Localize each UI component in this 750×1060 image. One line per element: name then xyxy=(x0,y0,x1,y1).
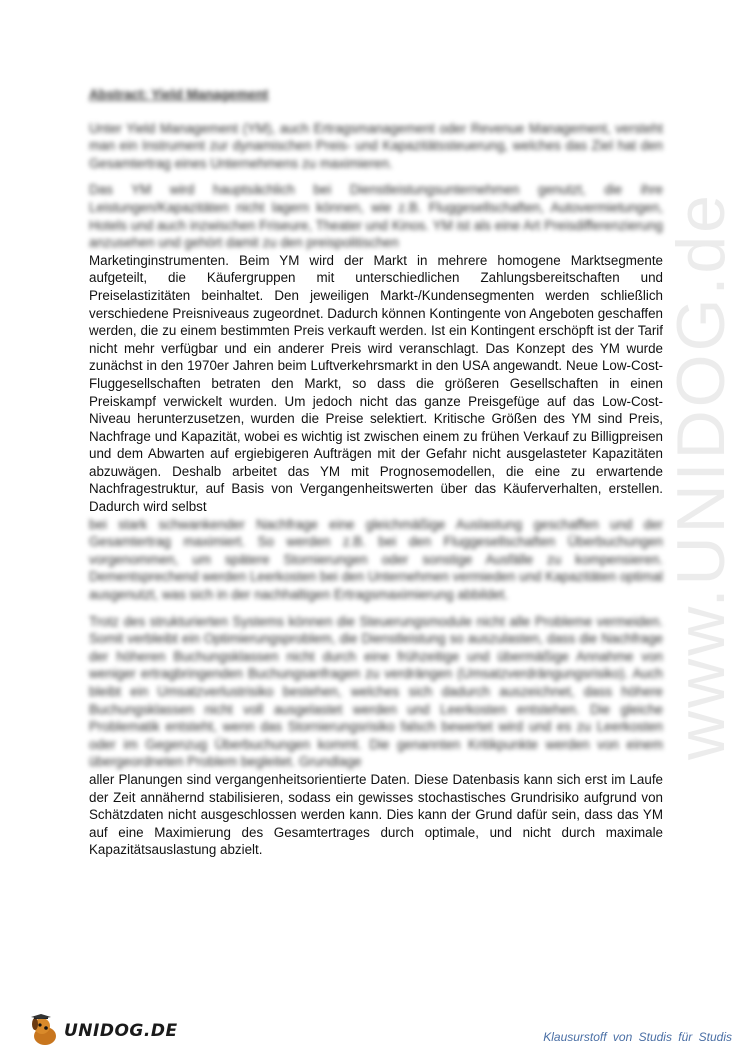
document-body xyxy=(89,86,663,868)
logo-text: UNIDOG.DE xyxy=(64,1021,178,1041)
unidog-logo[interactable] xyxy=(28,1014,188,1048)
dog-mascot-icon xyxy=(28,1014,62,1048)
paragraph-intro: Unter Yield Management (YM), auch Ertragsmanagement oder Revenue Management, versteht man ein Instrument zur dynamischen Preis- und Kapazitätssteuerung, welches das Ziel hat den Gesamtertrag eines Unternehmens zu maximieren. xyxy=(89,120,663,171)
paragraph-problems-blurred: Trotz des strukturierten Systems können die Steuerungsmodule nicht alle Probleme vermeiden. Somit verbleibt ein Optimierungsproblem, die Dienstleistung so auszulasten, dass die Nachfrage der höheren Buchungsklassen nicht durch eine frühzeitige und übermäßige Annahme von weniger ertragbringenden Buchungsanfragen zu verdrängen (Umsatzverdrängungsrisiko). Auch bleibt ein Umsatzverlustrisiko bestehen, welches sich dadurch auszeichnet, dass höhere Buchungsklassen nicht voll ausgelastet werden und Leerkosten entstehen. Die gleiche Problematik entsteht, wenn das Stornierungsrisiko falsch bewertet wird und es zu Leerkosten oder im Gegenzug Überbuchungen kommt. Die genannten Kritikpunkte werden von einem übergeordneten Problem begleitet. Grundlage xyxy=(89,613,663,770)
watermark: www.UNIDOG.de xyxy=(663,192,739,760)
paragraph-usage-tail: bei stark schwankender Nachfrage eine gleichmäßige Auslastung geschaffen und der Gesamtertrag maximiert. So werden z.B. bei den Fluggesellschaften Überbuchungen vorgenommen, um spätere Stornierungen oder sonstige Ausfälle zu kompensieren. Dementsprechend werden Leerkosten bei den Unternehmen vermieden und Kapazitäten optimal ausgenutzt, was sich in der nachhaltigen Ertragsmaximierung abbildet. xyxy=(89,516,663,603)
footer-slogan: Klausurstoff von Studis für Studis xyxy=(543,1030,732,1044)
paragraph-usage-blurred: Das YM wird hauptsächlich bei Dienstleistungsunternehmen genutzt, die ihre Leistungen/Kapazitäten nicht lagern können, wie z.B. Fluggesellschaften, Autovermietungen, Hotels und auch inzwischen Friseure, Theater und Kinos. YM ist als eine Art Preisdifferenzierung anzusehen und gehört damit zu den preispolitischen xyxy=(89,182,663,251)
paragraph-usage-visible: Marketinginstrumenten. Beim YM wird der Markt in mehrere homogene Marktsegmente aufgeteilt, die Käufergruppen mit unterschiedlichen Zahlungsbereitschaften und Preiselastizitäten beinhaltet. Den jeweiligen Markt-/Kundensegmenten werden schließlich verschiedene Preisniveaus zugeordnet. Dadurch können Kontingente von Angeboten geschaffen werden, die zu einem bestimmten Preis verkauft werden. Ist ein Kontingent erschöpft ist der Tarif nicht mehr verfügbar und ein anderer Preis wird veranschlagt. Das Konzept des YM wurde zunächst in den 1970er Jahren beim Luftverkehrsmarkt in den USA angewandt. Neue Low-Cost-Fluggesellschaften betraten den Markt, so dass die größeren Gesellschaften in einen Preiskampf verwickelt wurden. Um jedoch nicht das ganze Preisgefüge auf das Low-Cost-Niveau herunterzusetzen, wurden die Preise selektiert. Kritische Größen des YM sind Preis, Nachfrage und Kapazität, wobei es wichtig ist zwischen einem zu frühen Verkauf zu Billigpreisen und dem Abwarten auf ergiebigeren Aufträgen mit der Gefahr nicht ausgelasteter Kapazitäten abzuwägen. Deshalb arbeitet das YM mit Prognosemodellen, die eine zu erwartende Nachfragestruktur, auf Basis von Vergangenheitswerten über das Käuferverhalten, erstellen. Dadurch wird selbst xyxy=(89,252,663,515)
document-title: Abstract: Yield Management xyxy=(89,87,269,102)
paragraph-problems-visible: aller Planungen sind vergangenheitsorientierte Daten. Diese Datenbasis kann sich erst im Laufe der Zeit annähernd stabilisieren, sodass ein gewisses stochastisches Grundrisiko aufgrund von Schätzdaten nicht ausgeschlossen werden kann. Dies kann der Grund dafür sein, dass das YM auf eine Maximierung des Gesamtertrages durch optimale, und nicht durch maximale Kapazitätsauslastung abzielt. xyxy=(89,771,663,858)
